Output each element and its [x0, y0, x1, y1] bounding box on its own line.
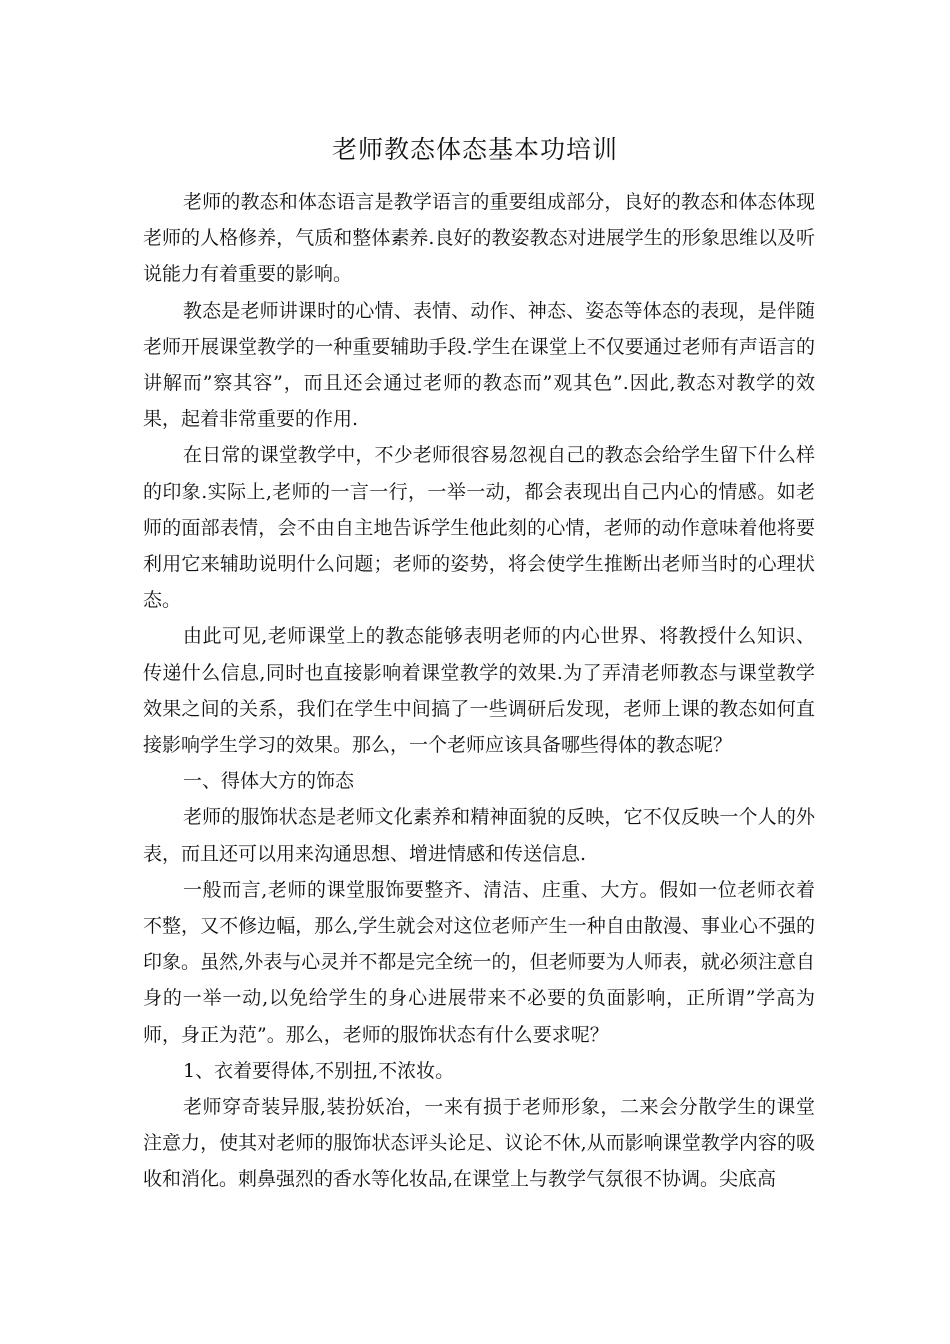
subheading-attire: 1、衣着要得体,不别扭,不浓妆。 — [183, 1059, 455, 1082]
paragraph-dress-requirements: 一般而言,老师的课堂服饰要整齐、清洁、庄重、大方。假如一位老师衣着不整，又不修边幅，那么,学生就会对这位老师产生一种自由散漫、事业心不强的印象。虽然,外表与心灵并不都是完全统一的，但老师要为人师表，就必须注意自身的一举一动,以免给学生的身心进展带来不必要的负面影响，正所谓”学高为师，身正为范”。那么，老师的服饰状态有什么要求呢？ — [143, 878, 815, 1046]
paragraph-intro: 老师的教态和体态语言是教学语言的重要组成部分，良好的教态和体态体现老师的人格修养，气质和整体素养.良好的教姿教态对进展学生的形象思维以及听说能力有着重要的影响。 — [143, 191, 815, 286]
paragraph-attire-detail: 老师穿奇装异服,装扮妖冶，一来有损于老师形象，二来会分散学生的课堂注意力，使其对老师的服饰状态评头论足、议论不休,从而影响课堂教学内容的吸收和消化。刺鼻强烈的香水等化妆品,在课堂上与教学气氛很不协调。尖底高 — [143, 1096, 815, 1191]
paragraph-conclusion: 由此可见,老师课堂上的教态能够表明老师的内心世界、将教授什么知识、传递什么信息,同时也直接影响着课堂教学的效果.为了弄清老师教态与课堂教学效果之间的关系，我们在学生中间搞了一些调研后发现，老师上课的教态如何直接影响学生学习的效果。那么，一个老师应该具备哪些得体的教态呢？ — [143, 625, 815, 757]
document-body — [143, 184, 815, 1198]
paragraph-daily-teaching: 在日常的课堂教学中，不少老师很容易忽视自己的教态会给学生留下什么样的印象.实际上,老师的一言一行，一举一动，都会表现出自己内心的情感。如老师的面部表情，会不由自主地告诉学生他此刻的心情，老师的动作意味着他将要利用它来辅助说明什么问题；老师的姿势，将会使学生推断出老师当时的心理状态。 — [143, 444, 815, 612]
document-title: 老师教态体态基本功培训 — [331, 135, 618, 164]
paragraph-dress-meaning: 老师的服饰状态是老师文化素养和精神面貌的反映，它不仅反映一个人的外表，而且还可以用来沟通思想、增进情感和传送信息. — [143, 806, 815, 865]
section-heading-dress: 一、得体大方的饰态 — [183, 770, 355, 793]
paragraph-definition: 教态是老师讲课时的心情、表情、动作、神态、姿态等体态的表现，是伴随老师开展课堂教学的一种重要辅助手段.学生在课堂上不仅要通过老师有声语言的讲解而”察其容”，而且还会通过老师的教态而”观其色”.因此,教态对教学的效果，起着非常重要的作用. — [143, 299, 815, 431]
